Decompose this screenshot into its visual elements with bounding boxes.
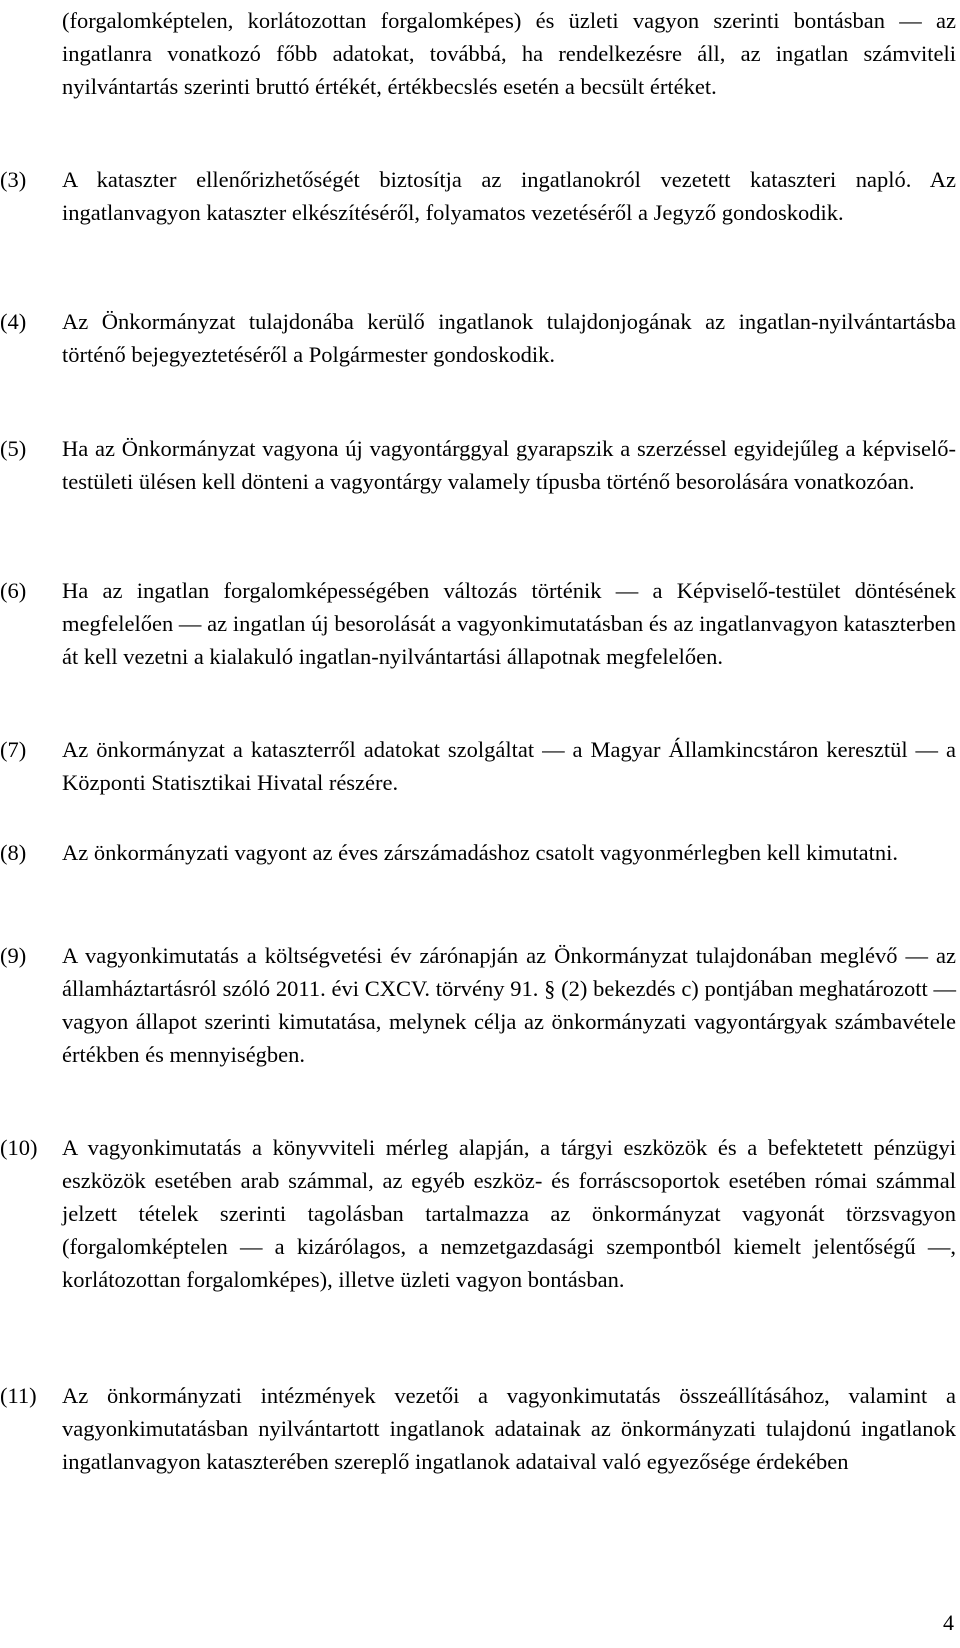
paragraph-4 xyxy=(0,305,960,371)
paragraph-11 xyxy=(0,1379,960,1478)
paragraph-number: (4) xyxy=(0,309,27,334)
paragraph-5 xyxy=(0,432,960,498)
paragraph-text: Az önkormányzat a kataszterről adatokat szolgáltat — a Magyar Államkincstáron keresztül — a Központi Statisztikai Hivatal részére. xyxy=(62,737,956,795)
paragraph-number: (7) xyxy=(0,737,27,762)
paragraph-10 xyxy=(0,1131,960,1296)
paragraph-number: (9) xyxy=(0,943,27,968)
paragraph-text: Az önkormányzati intézmények vezetői a vagyonkimutatás összeállításához, valamint a vagyonkimutatásban nyilvántartott ingatlanok adatainak az önkormányzati tulajdonú ingatlanok ingatlanvagyon kataszterében szereplő ingatlanok adataival való egyezősége érdekében xyxy=(62,1383,956,1474)
paragraph-number: (3) xyxy=(0,167,27,192)
paragraph-text: Az önkormányzati vagyont az éves zárszámadáshoz csatolt vagyonmérlegben kell kimutatni. xyxy=(62,840,898,865)
paragraph-number: (6) xyxy=(0,578,27,603)
paragraph-number: (8) xyxy=(0,840,27,865)
intro-paragraph xyxy=(0,4,960,103)
paragraph-9 xyxy=(0,939,960,1071)
paragraph-text: Ha az ingatlan forgalomképességében változás történik — a Képviselő-testület döntésének megfelelően — az ingatlan új besorolását a vagyonkimutatásban és az ingatlanvagyon kataszterben át kell vezetni a kialakuló ingatlan-nyilvántartási állapotnak megfelelően. xyxy=(62,578,956,669)
page-number: 4 xyxy=(943,1610,954,1635)
paragraph-number: (11) xyxy=(0,1383,37,1408)
paragraph-7 xyxy=(0,733,960,799)
paragraph-text: Ha az Önkormányzat vagyona új vagyontárggyal gyarapszik a szerzéssel egyidejűleg a képviselő-testületi ülésen kell dönteni a vagyontárgy valamely típusba történő besorolására vonatkozóan. xyxy=(62,436,956,494)
intro-text: (forgalomképtelen, korlátozottan forgalomképes) és üzleti vagyon szerinti bontásban — az ingatlanra vonatkozó főbb adatokat, továbbá, ha rendelkezésre áll, az ingatlan számviteli nyilvántartás szerinti bruttó értékét, értékbecslés esetén a becsült értéket. xyxy=(62,8,956,99)
paragraph-text: Az Önkormányzat tulajdonába kerülő ingatlanok tulajdonjogának az ingatlan-nyilvántartásba történő bejegyeztetéséről a Polgármester gondoskodik. xyxy=(62,309,956,367)
paragraph-number: (10) xyxy=(0,1135,38,1160)
paragraph-text: A kataszter ellenőrizhetőségét biztosítja az ingatlanokról vezetett kataszteri napló. Az ingatlanvagyon kataszter elkészítéséről, folyamatos vezetéséről a Jegyző gondoskodik. xyxy=(62,167,956,225)
paragraph-text: A vagyonkimutatás a költségvetési év zárónapján az Önkormányzat tulajdonában meglévő — az államháztartásról szóló 2011. évi CXCV. törvény 91. § (2) bekezdés c) pontjában meghatározott — vagyon állapot szerinti kimutatása, melynek célja az önkormányzati vagyontárgyak számbavétele értékben és mennyiségben. xyxy=(62,943,956,1067)
paragraph-text: A vagyonkimutatás a könyvviteli mérleg alapján, a tárgyi eszközök és a befektetett pénzügyi eszközök esetében arab számmal, az egyéb eszköz- és forráscsoportok esetében római számmal jelzett tételek szerinti tagolásban tartalmazza az önkormányzat vagyonát törzsvagyon (forgalomképtelen — a kizárólagos, a nemzetgazdasági szempontból kiemelt jelentőségű —, korlátozottan forgalomképes), illetve üzleti vagyon bontásban. xyxy=(62,1135,956,1292)
paragraph-3 xyxy=(0,163,960,229)
paragraph-6 xyxy=(0,574,960,673)
paragraph-8 xyxy=(0,836,960,869)
paragraph-number: (5) xyxy=(0,436,27,461)
